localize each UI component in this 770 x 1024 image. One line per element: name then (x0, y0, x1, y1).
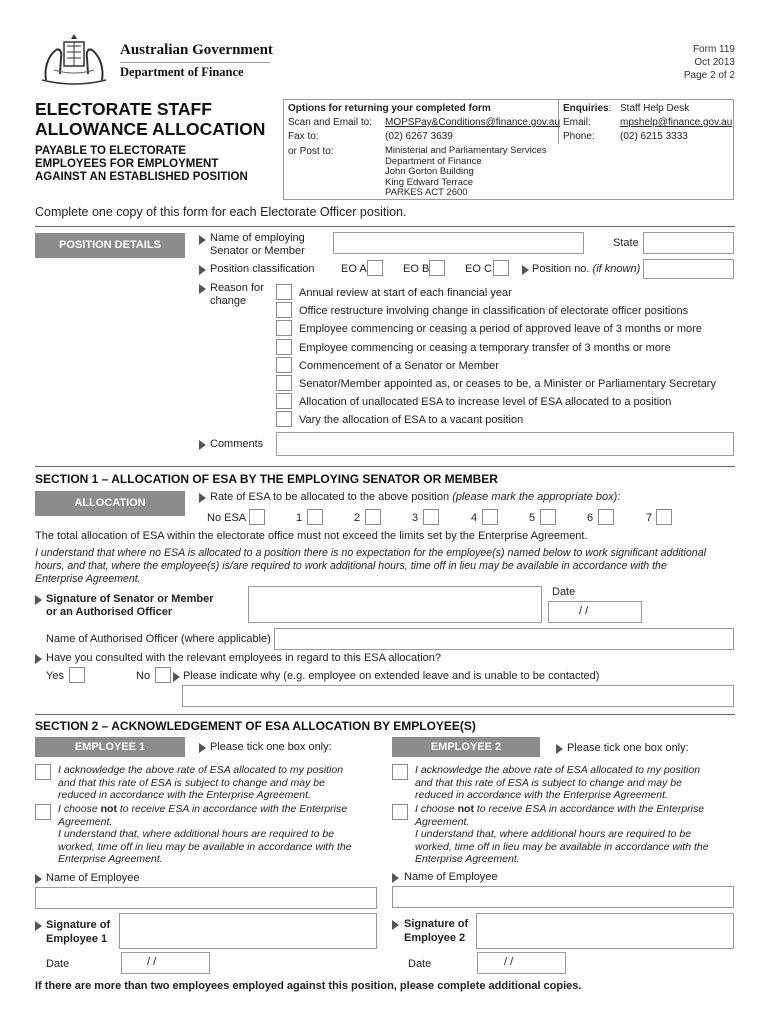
reason-text: Employee commencing or ceasing a temporary transfer of 3 months or more (299, 342, 671, 354)
arrow-icon (199, 284, 206, 294)
comments-input[interactable] (276, 432, 734, 456)
esa-option-label: No ESA (207, 512, 247, 524)
choose-line: worked, time off in lieu may be available in accordance with the (415, 840, 709, 853)
post-address (385, 146, 547, 199)
esa-option-checkbox[interactable] (482, 509, 498, 525)
form-title-line1: ELECTORATE STAFF (35, 99, 212, 119)
no-label: No (136, 670, 151, 682)
section1-rule (35, 466, 735, 467)
dept-title: Department of Finance (120, 65, 244, 79)
post-line: John Gorton Building (385, 166, 474, 177)
senator-signature-input[interactable] (248, 586, 542, 623)
employee2-date-label: Date (408, 958, 432, 970)
reason-text: Office restructure involving change in classification of electorate officer positions (299, 305, 689, 317)
employee2-sig-label-1: Signature of (404, 918, 469, 930)
sig-senator-label-1: Signature of Senator or Member (46, 593, 214, 605)
choose-line: Enterprise Agreement. (58, 853, 163, 865)
employee1-decline-checkbox[interactable] (35, 804, 51, 820)
enq-phone-value: (02) 6215 3333 (620, 131, 688, 142)
esa-limit-text: The total allocation of ESA within the electorate office must not exceed the limits set by the Enterprise Agreement. (35, 530, 588, 542)
employee2-decline-checkbox[interactable] (392, 804, 408, 820)
employee1-tick-text: Please tick one box only: (210, 741, 332, 753)
eo-b-checkbox[interactable] (429, 260, 445, 276)
choose-line: Enterprise Agreement. (415, 853, 520, 865)
employee1-bar: EMPLOYEE 1 (35, 737, 185, 757)
employee1-date-separators: / / (147, 956, 157, 968)
ack-line: and that this rate of ESA is subject to change and may be (415, 776, 682, 789)
employee1-signature-input[interactable] (119, 913, 377, 949)
arrow-icon (199, 265, 206, 275)
choose-line: I understand that, where additional hours are required to be (415, 828, 692, 840)
eo-b-label: EO B (403, 263, 430, 275)
enquiries-label: Enquiries (563, 103, 609, 114)
employee2-bar: EMPLOYEE 2 (392, 737, 540, 757)
employee2-name-label: Name of Employee (404, 871, 498, 883)
eo-a-checkbox[interactable] (367, 260, 383, 276)
date-separators: / / (579, 605, 589, 617)
fax-label: Fax to: (288, 131, 319, 142)
scan-label: Scan and Email to: (288, 117, 372, 128)
choose-not: not (457, 803, 474, 815)
employee2-acknowledge-checkbox[interactable] (392, 764, 408, 780)
help-desk: Staff Help Desk (620, 103, 690, 114)
reason-checkbox[interactable] (276, 284, 292, 300)
employee1-acknowledge-text (58, 764, 343, 802)
employee1-sig-label-2: Employee 1 (46, 933, 108, 945)
position-no-text: Position no. (532, 263, 590, 275)
reason-checkbox[interactable] (276, 411, 292, 427)
instructions-rule (35, 226, 735, 227)
state-label: State (613, 237, 639, 249)
ack-line: and that this rate of ESA is subject to change and may be (58, 776, 325, 789)
esa-option-checkbox[interactable] (423, 509, 439, 525)
employee2-signature-input[interactable] (476, 913, 734, 949)
reason-text: Allocation of unallocated ESA to increase level of ESA allocated to a position (299, 396, 672, 408)
arrow-icon (392, 920, 399, 930)
choose-post: to receive ESA in accordance with the Enterprise (116, 803, 348, 815)
date-label: Date (552, 586, 576, 598)
section1-heading: SECTION 1 – ALLOCATION OF ESA BY THE EMPLOYING SENATOR OR MEMBER (35, 472, 498, 486)
employee1-sig-label-1: Signature of (46, 919, 111, 931)
consulted-yes-checkbox[interactable] (69, 667, 85, 683)
arrow-icon (199, 493, 206, 503)
employee2-date-separators: / / (504, 956, 514, 968)
choose-line (58, 803, 352, 816)
employee1-date-input[interactable] (121, 952, 210, 974)
form-date: Oct 2013 (694, 57, 735, 68)
reason-text: Commencement of a Senator or Member (299, 360, 499, 372)
rate-label (210, 491, 620, 503)
esa-option-label: 2 (354, 512, 361, 524)
reason-text: Senator/Member appointed as, or ceases to be, a Minister or Parliamentary Secretary (299, 378, 716, 390)
ack-line: reduced in accordance with the Enterprise Agreement. (58, 789, 311, 801)
instructions: Complete one copy of this form for each Electorate Officer position. (35, 205, 407, 219)
esa-option-label: 1 (296, 512, 303, 524)
rate-note: (please mark the appropriate box): (452, 491, 621, 503)
post-line: King Edward Terrace (385, 176, 474, 188)
post-line: Ministerial and Parliamentary Services (385, 145, 547, 156)
arrow-icon (199, 235, 206, 245)
reason-checkbox[interactable] (276, 302, 292, 318)
ack-line: reduced in accordance with the Enterprise Agreement. (415, 789, 668, 801)
eo-c-label: EO C (465, 263, 492, 275)
reason-text: Annual review at start of each financial year (299, 287, 512, 299)
allocation-bar: ALLOCATION (35, 491, 185, 516)
post-label: or Post to: (288, 146, 334, 157)
employing-label-1: Name of employing (210, 232, 305, 244)
esa-option-checkbox[interactable] (656, 509, 672, 525)
choose-not: not (100, 803, 117, 815)
reason-checkbox[interactable] (276, 393, 292, 409)
employing-name-input[interactable] (333, 232, 584, 254)
section2-rule (35, 714, 735, 715)
reason-checkbox[interactable] (276, 357, 292, 373)
choose-line (415, 803, 709, 816)
enq-email-label: Email: (563, 117, 591, 128)
employing-label-2: Senator or Member (210, 245, 305, 257)
rate-text: Rate of ESA to be allocated to the above position (210, 491, 450, 503)
state-input[interactable] (643, 232, 734, 254)
esa-option-label: 7 (646, 512, 653, 524)
esa-option-checkbox[interactable] (307, 509, 323, 525)
esa-option-checkbox[interactable] (598, 509, 614, 525)
employee2-name-input[interactable] (392, 886, 734, 908)
enquiries-heading: Enquiries: (563, 103, 612, 114)
choose-post: to receive ESA in accordance with the Enterprise (473, 803, 705, 815)
employee2-sig-label-2: Employee 2 (404, 932, 466, 944)
form-title-line2: ALLOWANCE ALLOCATION (35, 119, 266, 139)
footer-note: If there are more than two employees employed against this position, please complete additional copies. (35, 980, 582, 992)
arrow-icon (35, 874, 42, 884)
arrow-icon (173, 672, 180, 682)
choose-line: worked, time off in lieu may be available in accordance with the (58, 840, 352, 853)
auth-officer-input[interactable] (274, 628, 734, 650)
employee1-name-input[interactable] (35, 887, 377, 909)
header-rule (120, 62, 270, 63)
esa-option-checkbox[interactable] (249, 509, 265, 525)
enq-phone-label: Phone: (563, 131, 595, 142)
arrow-icon (35, 595, 42, 605)
choose-pre: I choose (415, 803, 458, 815)
esa-option-label: 4 (471, 512, 478, 524)
choose-line: I understand that, where additional hours are required to be (58, 828, 335, 840)
choose-line: Agreement. (58, 815, 113, 828)
arrow-icon (392, 873, 399, 883)
arrow-icon (556, 744, 563, 754)
esa-option-label: 3 (412, 512, 419, 524)
reason-text: Employee commencing or ceasing a period of approved leave of 3 months or more (299, 323, 702, 335)
position-details-bar: POSITION DETAILS (35, 233, 185, 258)
reason-checkbox[interactable] (276, 375, 292, 391)
why-input[interactable] (182, 685, 734, 707)
reason-text: Vary the allocation of ESA to a vacant position (299, 414, 524, 426)
post-line: Department of Finance (385, 155, 482, 167)
esa-option-label: 5 (529, 512, 536, 524)
comments-label: Comments (210, 438, 264, 450)
employee1-date-label: Date (46, 958, 70, 970)
understand-text-3: Enterprise Agreement. (35, 573, 141, 585)
arrow-icon (199, 743, 206, 753)
coat-of-arms-logo (34, 30, 114, 88)
arrow-icon (35, 921, 42, 931)
understand-text-1: I understand that where no ESA is allocated to a position there is no expectation for the employee(s) named below to work significant additional (35, 547, 706, 559)
esa-option-label: 6 (587, 512, 594, 524)
post-line: PARKES ACT 2600 (385, 187, 468, 198)
employee2-decline-text (415, 803, 709, 866)
ack-line: I acknowledge the above rate of ESA allocated to my position (415, 764, 701, 776)
consulted-question: Have you consulted with the relevant employees in regard to this ESA allocation? (46, 652, 442, 664)
reason-label-1: Reason for (210, 282, 264, 294)
esa-option-checkbox[interactable] (540, 509, 556, 525)
position-no-input[interactable] (643, 259, 734, 279)
choose-pre: I choose (58, 803, 101, 815)
employee2-tick-text: Please tick one box only: (567, 742, 689, 754)
employee1-decline-text (58, 803, 352, 866)
employee1-acknowledge-checkbox[interactable] (35, 764, 51, 780)
reason-checkbox[interactable] (276, 320, 292, 336)
return-heading: Options for returning your completed form (288, 103, 491, 114)
choose-line: Agreement. (415, 815, 470, 828)
understand-text-2: hours, and that, where the employee(s) is/are required to work additional hours, time off in lieu may be available in accordance with the (35, 560, 667, 572)
classification-label: Position classification (210, 263, 315, 275)
gov-title: Australian Government (120, 42, 273, 58)
page-number: Page 2 of 2 (683, 70, 735, 81)
arrow-icon (199, 440, 206, 450)
ack-line: I acknowledge the above rate of ESA allocated to my position (58, 764, 344, 776)
enq-email-link[interactable]: mpshelp@finance.gov.au (620, 117, 733, 128)
reason-label-2: change (210, 295, 247, 307)
auth-officer-label: Name of Authorised Officer (where applicable) (46, 633, 271, 645)
form-subtitle-3: AGAINST AN ESTABLISHED POSITION (35, 171, 248, 183)
scan-email-link[interactable]: MOPSPay&Conditions@finance.gov.au (385, 117, 561, 128)
esa-option-checkbox[interactable] (365, 509, 381, 525)
reason-checkbox[interactable] (276, 339, 292, 355)
form-subtitle-2: EMPLOYEES FOR EMPLOYMENT (35, 158, 219, 170)
position-no-label (532, 263, 640, 275)
why-label: Please indicate why (e.g. employee on extended leave and is unable to be contacted) (183, 670, 600, 682)
eo-c-checkbox[interactable] (493, 260, 509, 276)
employee2-date-input[interactable] (477, 952, 566, 974)
yes-label: Yes (46, 670, 64, 682)
form-number: Form 119 (692, 44, 735, 55)
section2-heading: SECTION 2 – ACKNOWLEDGEMENT OF ESA ALLOCATION BY EMPLOYEE(S) (35, 719, 476, 733)
if-known-text: (if known) (592, 263, 641, 275)
arrow-icon (522, 265, 529, 275)
sig-senator-label-2: or an Authorised Officer (46, 606, 173, 618)
fax-value: (02) 6267 3639 (385, 131, 453, 142)
eo-a-label: EO A (341, 263, 367, 275)
senator-date-input[interactable] (548, 601, 642, 623)
consulted-no-checkbox[interactable] (155, 667, 171, 683)
employee2-acknowledge-text (415, 764, 700, 802)
form-subtitle-1: PAYABLE TO ELECTORATE (35, 145, 187, 157)
arrow-icon (35, 654, 42, 664)
employee1-name-label: Name of Employee (46, 872, 140, 884)
